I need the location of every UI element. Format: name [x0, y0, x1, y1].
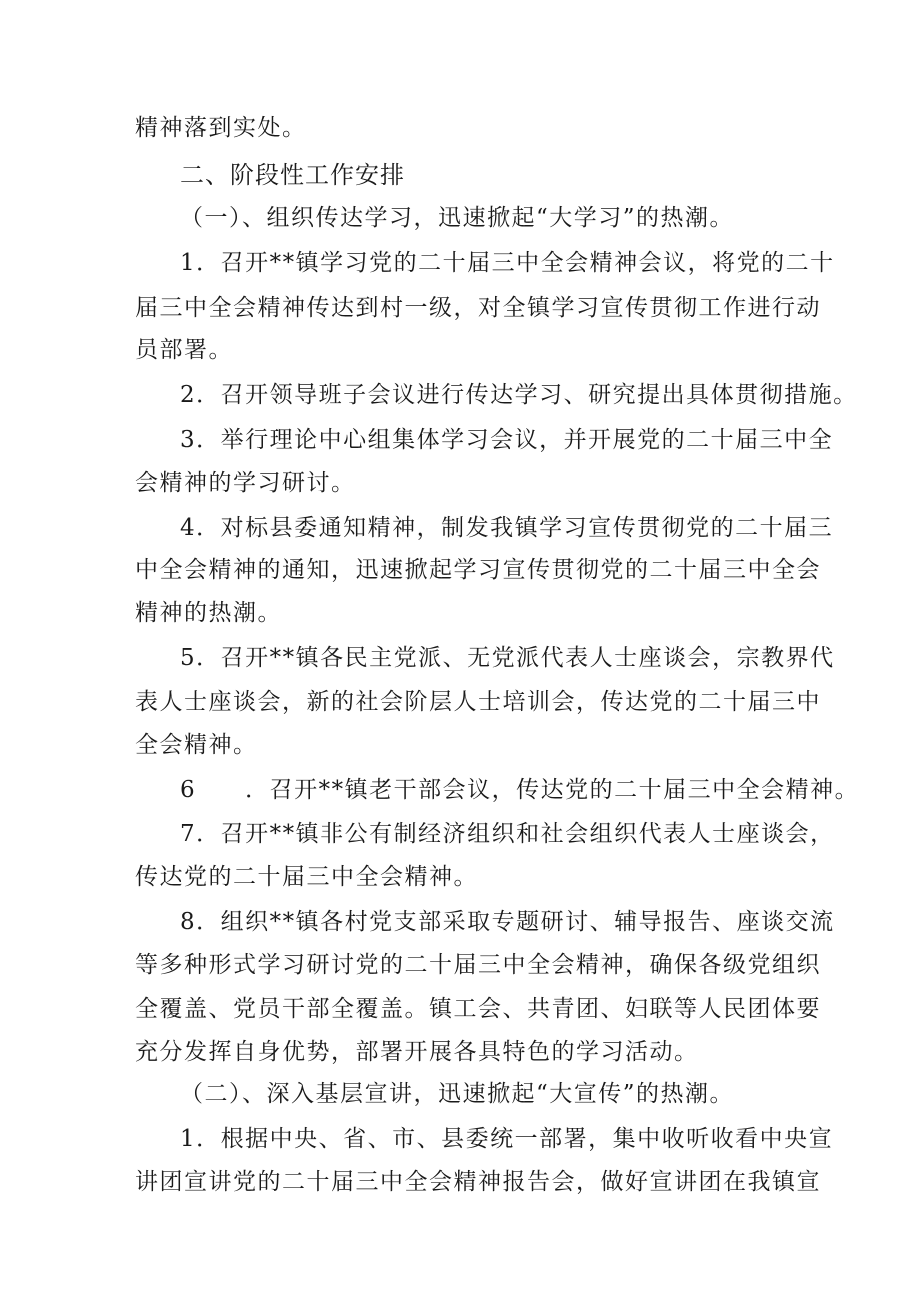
text-line: 精神落到实处。: [135, 115, 307, 141]
text-line: 传达党的二十届三中全会精神。: [135, 864, 478, 890]
text-line: 3．举行理论中心组集体学习会议，并开展党的二十届三中全: [180, 427, 834, 453]
text-line: 精神的热潮。: [135, 600, 282, 626]
text-line: 届三中全会精神传达到村一级，对全镇学习宣传贯彻工作进行动: [135, 295, 821, 321]
subsection-heading: （二）、深入基层宣讲，迅速掀起“大宣传”的热潮。: [180, 1081, 735, 1107]
text-line: 讲团宣讲党的二十届三中全会精神报告会，做好宣讲团在我镇宣: [135, 1169, 821, 1195]
subsection-heading: （一）、组织传达学习，迅速掀起“大学习”的热潮。: [180, 205, 735, 231]
text-line: 中全会精神的通知，迅速掀起学习宣传贯彻党的二十届三中全会: [135, 557, 821, 583]
text-line: 6 ．召开**镇老干部会议，传达党的二十届三中全会精神。: [180, 777, 860, 803]
text-line: 全覆盖、党员干部全覆盖。镇工会、共青团、妇联等人民团体要: [135, 996, 821, 1022]
text-line: 8．组织**镇各村党支部采取专题研讨、辅导报告、座谈交流: [180, 909, 835, 935]
text-line: 4．对标县委通知精神，制发我镇学习宣传贯彻党的二十届三: [180, 515, 834, 541]
text-line: 表人士座谈会，新的社会阶层人士培训会，传达党的二十届三中: [135, 689, 821, 715]
text-line: 2．召开领导班子会议进行传达学习、研究提出具体贯彻措施。: [180, 382, 858, 408]
text-line: 1．召开**镇学习党的二十届三中全会精神会议，将党的二十: [180, 250, 835, 276]
text-line: 员部署。: [135, 337, 233, 363]
text-line: 充分发挥自身优势，部署开展各具特色的学习活动。: [135, 1039, 699, 1065]
text-line: 7．召开**镇非公有制经济组织和社会组织代表人士座谈会，: [180, 821, 835, 847]
text-line: 会精神的学习研讨。: [135, 470, 356, 496]
text-line: 5．召开**镇各民主党派、无党派代表人士座谈会，宗教界代: [180, 645, 835, 671]
text-line: 1．根据中央、省、市、县委统一部署，集中收听收看中央宣: [180, 1126, 834, 1152]
section-heading: 二、阶段性工作安排: [180, 161, 405, 189]
text-line: 等多种形式学习研讨党的二十届三中全会精神，确保各级党组织: [135, 952, 821, 978]
text-line: 全会精神。: [135, 732, 258, 758]
